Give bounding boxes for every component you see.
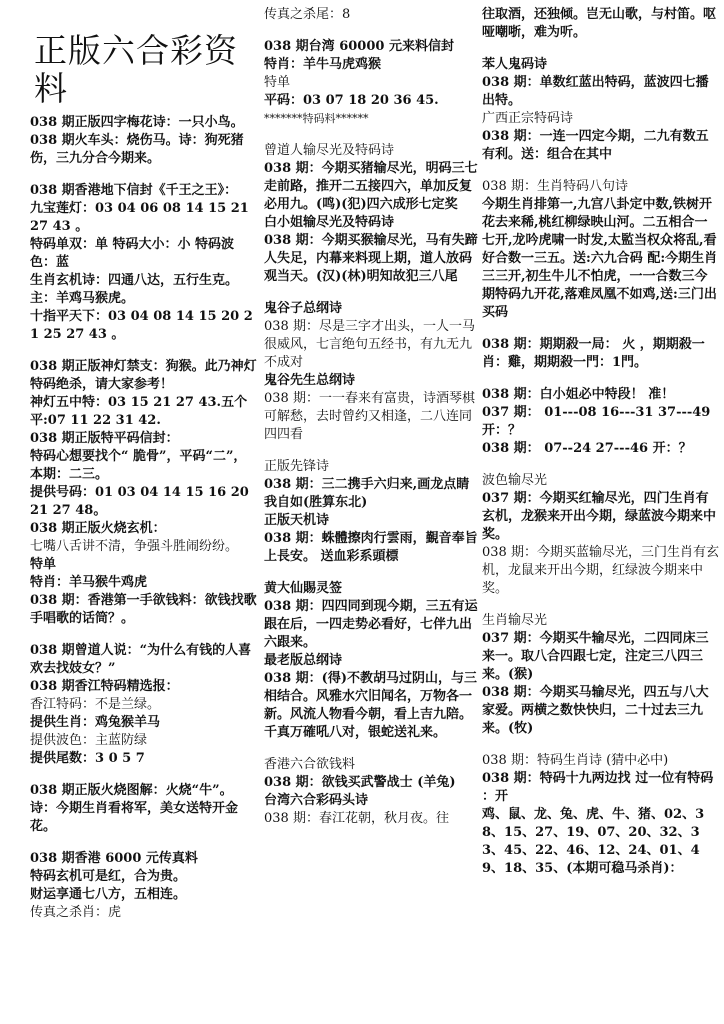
- text-line: 神灯五中特：03 15 21 27 43.五个平:07 11 22 31 42.: [30, 395, 248, 428]
- text-line: 财运享通七八方，五相连。: [30, 887, 187, 902]
- column-3: [482, 6, 720, 1024]
- text-line: 037 期： 01---08 16---31 37---49 开：？: [482, 405, 711, 438]
- section: [264, 300, 478, 444]
- text-line: 038 期香港地下信封《千王之王》：: [30, 183, 238, 198]
- text-line: 038 期：期期殺一局： 火 ，期期殺一肖：雞，期期殺一門：1門。: [482, 337, 705, 370]
- text-line: 038 期：今期买猴输尽光，马有失蹄人失足，内幕来料现上期，道人放码观当天。(汉)(林)明知故犯三八尾: [264, 233, 478, 284]
- text-line: 十指平天下：03 04 08 14 15 20 21 25 27 43 。: [30, 309, 253, 342]
- text-line: 038 期：一连一四定今期，二九有数五有利。送：组合在其中: [482, 129, 709, 162]
- text-line: 037 期：今期买牛输尽光，二四同床三来一。取八合四跟七定，注定三八四三来。(猴): [482, 631, 709, 682]
- text-line: 鬼谷先生总纲诗: [264, 373, 356, 388]
- text-line: 038 期：生肖特码八句诗: [482, 179, 628, 194]
- text-line: 038 期：白小姐必中特段！ 准！: [482, 387, 675, 402]
- text-line: 台湾六合彩码头诗: [264, 793, 369, 808]
- section: [482, 178, 720, 322]
- text-line: 波色输尽光: [482, 473, 548, 488]
- column-2: [264, 6, 478, 1024]
- text-line: 038 期：春江花朝，秋月夜。往: [264, 811, 449, 826]
- text-line: 香港六合欲钱料: [264, 757, 356, 772]
- text-line: 七嘴八舌讲不清，争强斗胜闹纷纷。: [30, 539, 239, 554]
- text-line: 038 期火车头：烧伤马。诗：狗死猪伤，三九分合今期来。: [30, 133, 244, 166]
- column-1-content: [30, 114, 258, 922]
- text-line: *******特码料******: [264, 112, 369, 125]
- section: [482, 336, 720, 372]
- text-line: 038 期：一一春来有富贵，诗酒琴棋可解愁，去时曾约又相逢，二八连同四四看: [264, 391, 475, 442]
- text-line: 提供生肖：鸡兔猴羊马: [30, 715, 161, 730]
- section: [482, 386, 720, 458]
- text-line: 广西正宗特码诗: [482, 111, 574, 126]
- text-line: 特肖：羊牛马虎鸡猴: [264, 57, 382, 72]
- text-line: 最老版总纲诗: [264, 653, 343, 668]
- text-line: 黄大仙賜灵签: [264, 581, 343, 596]
- section: [482, 6, 720, 42]
- text-line: 特单: [264, 75, 291, 90]
- text-line: 038 期台湾 60000 元来料信封: [264, 39, 454, 54]
- column-1: [30, 6, 258, 1024]
- section: [482, 612, 720, 738]
- text-line: 今期生肖排第一,九宫八卦定中数,铁树开花去来稀,桃红柳绿映山河。二五相合一七开,龙吟虎啸一时发,太監当权众将乱,看好合数一三五。送:六九合码 配:今期生肖三三开,初生牛儿不怕虎，一一合数三今期特码九开花,落难凤凰不如鸡,送:三门出买码: [482, 197, 718, 320]
- text-line: 038 期：特码十九两边找 过一位有特码 ：开: [482, 771, 714, 804]
- text-line: 038 期正版神灯禁支：狗猴。此乃神灯特码绝杀，请大家参考！: [30, 359, 257, 392]
- text-line: 038 期：欲钱买武警战士 (羊兔): [264, 775, 456, 790]
- page-title: 正版六合彩资料: [34, 31, 238, 108]
- text-line: 038 期：尽是三字才出头，一人一马很威风，七言绝句五经书，有九无九不成对: [264, 319, 475, 370]
- text-line: 038 期香港 6000 元传真料: [30, 851, 198, 866]
- section: [264, 38, 478, 128]
- text-line: 038 期：(得)不教胡马过阴山，与三相结合。风雅水穴旧闻名，万物各一新。风流人物看今朝，看上吉九陪。千真万確吼八对，银蛇送礼来。: [264, 671, 477, 740]
- text-line: 038 期：特码生肖诗 (猜中必中): [482, 753, 669, 768]
- text-line: 提供尾数：3 0 5 7: [30, 751, 145, 766]
- text-line: 038 期： 07--24 27---46 开：？: [482, 441, 692, 456]
- text-line: 特码单双：单 特码大小：小 特码波色：蓝: [30, 237, 235, 270]
- text-line: 提供波色：主蓝防绿: [30, 733, 148, 748]
- section: [30, 850, 258, 922]
- section: [482, 752, 720, 878]
- text-line: 曾道人输尽光及特码诗: [264, 143, 395, 158]
- text-line: 038 期：今期买马输尽光，四五与八大家爱。两横之数快快归，二十过去三九来。(牧): [482, 685, 709, 736]
- section: [30, 358, 258, 628]
- text-line: 特单: [30, 557, 57, 572]
- section: [30, 782, 258, 836]
- text-line: 苯人鬼码诗: [482, 57, 548, 72]
- column-2-content: [264, 6, 478, 828]
- text-line: 九宝莲灯：03 04 06 08 14 15 21 27 43 。: [30, 201, 249, 234]
- section: [264, 756, 478, 828]
- text-line: 038 期曾道人说：“为什么有钱的人喜欢去找妓女？”: [30, 643, 252, 676]
- text-line: 鸡、鼠、龙、兔、虎、牛、猪、02、38、15、27、19、07、20、32、33、45、22、46、12、24、01、49、18、35、(本期可稳马杀肖)：: [482, 807, 705, 876]
- text-line: 037 期：今期买红输尽光，四门生肖有玄机，龙猴来开出今期，绿蓝波今期来中奖。: [482, 491, 717, 542]
- section: [264, 580, 478, 742]
- text-line: 传真之杀尾：8: [264, 7, 351, 22]
- text-line: 038 期正版火烧玄机：: [30, 521, 166, 536]
- text-line: 香江特码：不是兰绿。: [30, 697, 161, 712]
- text-line: 白小姐输尽光及特码诗: [264, 215, 395, 230]
- text-line: 038 期正版火烧图解：火烧“牛”。诗：今期生肖看将军，美女送特开金花。: [30, 783, 239, 834]
- text-line: 038 期：单数红蓝出特码，蓝波四七播出特。: [482, 75, 709, 108]
- text-line: 正版天机诗: [264, 513, 330, 528]
- text-line: 038 期：香港第一手欲钱料：欲钱找歌手唱歌的话筒？。: [30, 593, 257, 626]
- text-line: 特码心想要找个“ 脆骨”，平码“二”，本期：二三。: [30, 449, 247, 482]
- text-line: 鬼谷子总纲诗: [264, 301, 343, 316]
- text-line: 生肖输尽光: [482, 613, 548, 628]
- text-line: 038 期正版特平码信封：: [30, 431, 179, 446]
- text-line: 038 期：蛛體擦肉行雲雨，覲音奉旨上長安。 送血彩系頭標: [264, 531, 478, 564]
- section: [264, 458, 478, 566]
- section: [264, 142, 478, 286]
- section: [30, 114, 258, 168]
- section: [482, 472, 720, 598]
- section: [30, 642, 258, 768]
- text-line: 传真之杀肖：虎: [30, 905, 122, 920]
- text-line: 往取酒，还独倾。岂无山歌，与村笛。呕哑嘲哳，难为听。: [482, 7, 717, 40]
- text-line: 038 期：四四同到现今期，三五有运跟在后，一四走势必看好，七伴九出六跟来。: [264, 599, 478, 650]
- section: [264, 6, 478, 24]
- text-line: 正版先锋诗: [264, 459, 330, 474]
- section: [30, 182, 258, 344]
- text-line: 特码玄机可是红，合为贵。: [30, 869, 187, 884]
- text-line: 038 期：今期买蓝输尽光，三门生肖有玄机，龙鼠来开出今期，红绿波今期来中奖。: [482, 545, 719, 596]
- text-line: 038 期正版四字梅花诗：一只小鸟。: [30, 115, 244, 130]
- text-line: 038 期香江特码精选报：: [30, 679, 179, 694]
- column-3-content: [482, 6, 720, 878]
- text-line: 038 期：三二携手六归来,画龙点睛我自如(胜算东北): [264, 477, 470, 510]
- section: [482, 56, 720, 164]
- text-line: 生肖玄机诗：四通八达，五行生克。主：羊鸡马猴虎。: [30, 273, 239, 306]
- text-line: 提供号码：01 03 04 14 15 16 20 21 27 48。: [30, 485, 249, 518]
- text-line: 特肖：羊马猴牛鸡虎: [30, 575, 148, 590]
- text-line: 038 期：今期买猪输尽光，明码三七走前路，推开二五接四六，单加反复必用九。(鸣)(犯)四六成形七定奖: [264, 161, 478, 212]
- text-line: 平码：03 07 18 20 36 45.: [264, 93, 439, 108]
